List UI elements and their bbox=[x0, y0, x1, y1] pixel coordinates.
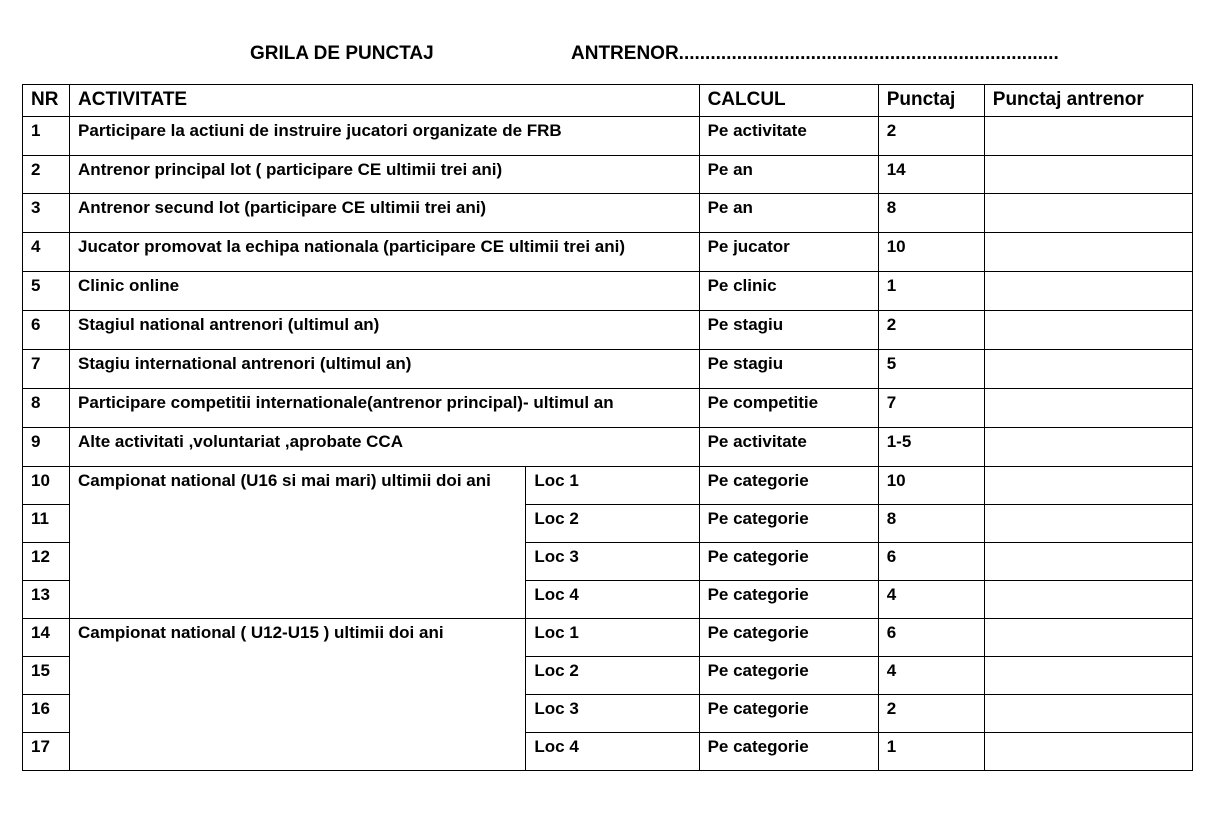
table-row bbox=[23, 117, 1193, 156]
calculation-cell: Pe an bbox=[699, 156, 878, 194]
calculation-cell: Pe categorie bbox=[699, 695, 878, 733]
trainer-score-cell[interactable] bbox=[984, 233, 1192, 272]
calculation-cell: Pe categorie bbox=[699, 619, 878, 657]
score-cell: 10 bbox=[878, 467, 984, 505]
trainer-score-cell[interactable] bbox=[984, 657, 1192, 695]
activity-cell: Clinic online bbox=[70, 272, 700, 311]
trainer-score-cell[interactable] bbox=[984, 467, 1192, 505]
header-calcul: CALCUL bbox=[699, 85, 878, 117]
row-number: 16 bbox=[23, 695, 70, 733]
place-cell: Loc 2 bbox=[526, 657, 699, 695]
header-activitate: ACTIVITATE bbox=[70, 85, 700, 117]
trainer-name-field: ANTRENOR........................................................................ bbox=[571, 43, 1059, 64]
activity-cell: Participare la actiuni de instruire jucatori organizate de FRB bbox=[70, 117, 700, 156]
row-number: 15 bbox=[23, 657, 70, 695]
group-activity-cell: Campionat national (U16 si mai mari) ultimii doi ani bbox=[70, 467, 526, 619]
score-cell: 1 bbox=[878, 733, 984, 771]
calculation-cell: Pe categorie bbox=[699, 505, 878, 543]
calculation-cell: Pe categorie bbox=[699, 581, 878, 619]
row-number: 12 bbox=[23, 543, 70, 581]
table-row bbox=[23, 619, 1193, 657]
score-cell: 14 bbox=[878, 156, 984, 194]
trainer-score-cell[interactable] bbox=[984, 695, 1192, 733]
calculation-cell: Pe categorie bbox=[699, 733, 878, 771]
place-cell: Loc 2 bbox=[526, 505, 699, 543]
calculation-cell: Pe clinic bbox=[699, 272, 878, 311]
score-cell: 2 bbox=[878, 695, 984, 733]
table-row bbox=[23, 311, 1193, 350]
place-cell: Loc 3 bbox=[526, 543, 699, 581]
place-cell: Loc 4 bbox=[526, 581, 699, 619]
trainer-score-cell[interactable] bbox=[984, 619, 1192, 657]
score-cell: 10 bbox=[878, 233, 984, 272]
calculation-cell: Pe jucator bbox=[699, 233, 878, 272]
table-row bbox=[23, 156, 1193, 194]
score-cell: 4 bbox=[878, 657, 984, 695]
calculation-cell: Pe activitate bbox=[699, 428, 878, 467]
score-cell: 8 bbox=[878, 505, 984, 543]
table-row bbox=[23, 233, 1193, 272]
trainer-score-cell[interactable] bbox=[984, 389, 1192, 428]
score-cell: 6 bbox=[878, 543, 984, 581]
trainer-score-cell[interactable] bbox=[984, 156, 1192, 194]
activity-cell: Participare competitii internationale(antrenor principal)- ultimul an bbox=[70, 389, 700, 428]
score-cell: 4 bbox=[878, 581, 984, 619]
calculation-cell: Pe categorie bbox=[699, 543, 878, 581]
table-row bbox=[23, 272, 1193, 311]
score-cell: 8 bbox=[878, 194, 984, 233]
trainer-score-cell[interactable] bbox=[984, 428, 1192, 467]
score-cell: 5 bbox=[878, 350, 984, 389]
activity-cell: Alte activitati ,voluntariat ,aprobate CCA bbox=[70, 428, 700, 467]
header-punctaj-antrenor: Punctaj antrenor bbox=[984, 85, 1192, 117]
activity-cell: Jucator promovat la echipa nationala (participare CE ultimii trei ani) bbox=[70, 233, 700, 272]
row-number: 14 bbox=[23, 619, 70, 657]
row-number: 7 bbox=[23, 350, 70, 389]
row-number: 2 bbox=[23, 156, 70, 194]
row-number: 3 bbox=[23, 194, 70, 233]
score-cell: 7 bbox=[878, 389, 984, 428]
table-header-row bbox=[23, 85, 1193, 117]
trainer-score-cell[interactable] bbox=[984, 194, 1192, 233]
row-number: 4 bbox=[23, 233, 70, 272]
trainer-score-cell[interactable] bbox=[984, 733, 1192, 771]
row-number: 6 bbox=[23, 311, 70, 350]
activity-cell: Antrenor principal lot ( participare CE ultimii trei ani) bbox=[70, 156, 700, 194]
activity-cell: Antrenor secund lot (participare CE ultimii trei ani) bbox=[70, 194, 700, 233]
trainer-score-cell[interactable] bbox=[984, 311, 1192, 350]
activity-cell: Stagiu international antrenori (ultimul an) bbox=[70, 350, 700, 389]
calculation-cell: Pe stagiu bbox=[699, 311, 878, 350]
row-number: 9 bbox=[23, 428, 70, 467]
trainer-score-cell[interactable] bbox=[984, 505, 1192, 543]
place-cell: Loc 4 bbox=[526, 733, 699, 771]
place-cell: Loc 1 bbox=[526, 467, 699, 505]
score-cell: 2 bbox=[878, 117, 984, 156]
row-number: 13 bbox=[23, 581, 70, 619]
calculation-cell: Pe activitate bbox=[699, 117, 878, 156]
row-number: 5 bbox=[23, 272, 70, 311]
score-cell: 6 bbox=[878, 619, 984, 657]
page-title: GRILA DE PUNCTAJ bbox=[250, 43, 434, 64]
row-number: 8 bbox=[23, 389, 70, 428]
activity-cell: Stagiul national antrenori (ultimul an) bbox=[70, 311, 700, 350]
place-cell: Loc 1 bbox=[526, 619, 699, 657]
row-number: 10 bbox=[23, 467, 70, 505]
row-number: 11 bbox=[23, 505, 70, 543]
table-row bbox=[23, 428, 1193, 467]
calculation-cell: Pe stagiu bbox=[699, 350, 878, 389]
trainer-score-cell[interactable] bbox=[984, 543, 1192, 581]
place-cell: Loc 3 bbox=[526, 695, 699, 733]
group-activity-cell: Campionat national ( U12-U15 ) ultimii doi ani bbox=[70, 619, 526, 771]
score-cell: 1-5 bbox=[878, 428, 984, 467]
calculation-cell: Pe categorie bbox=[699, 657, 878, 695]
header-nr: NR bbox=[23, 85, 70, 117]
table-row bbox=[23, 194, 1193, 233]
table-row bbox=[23, 467, 1193, 505]
trainer-score-cell[interactable] bbox=[984, 117, 1192, 156]
score-grid-table bbox=[22, 84, 1193, 771]
table-row bbox=[23, 350, 1193, 389]
row-number: 1 bbox=[23, 117, 70, 156]
header-punctaj: Punctaj bbox=[878, 85, 984, 117]
trainer-score-cell[interactable] bbox=[984, 350, 1192, 389]
trainer-score-cell[interactable] bbox=[984, 272, 1192, 311]
calculation-cell: Pe categorie bbox=[699, 467, 878, 505]
calculation-cell: Pe competitie bbox=[699, 389, 878, 428]
calculation-cell: Pe an bbox=[699, 194, 878, 233]
row-number: 17 bbox=[23, 733, 70, 771]
score-cell: 2 bbox=[878, 311, 984, 350]
trainer-score-cell[interactable] bbox=[984, 581, 1192, 619]
score-cell: 1 bbox=[878, 272, 984, 311]
table-row bbox=[23, 389, 1193, 428]
